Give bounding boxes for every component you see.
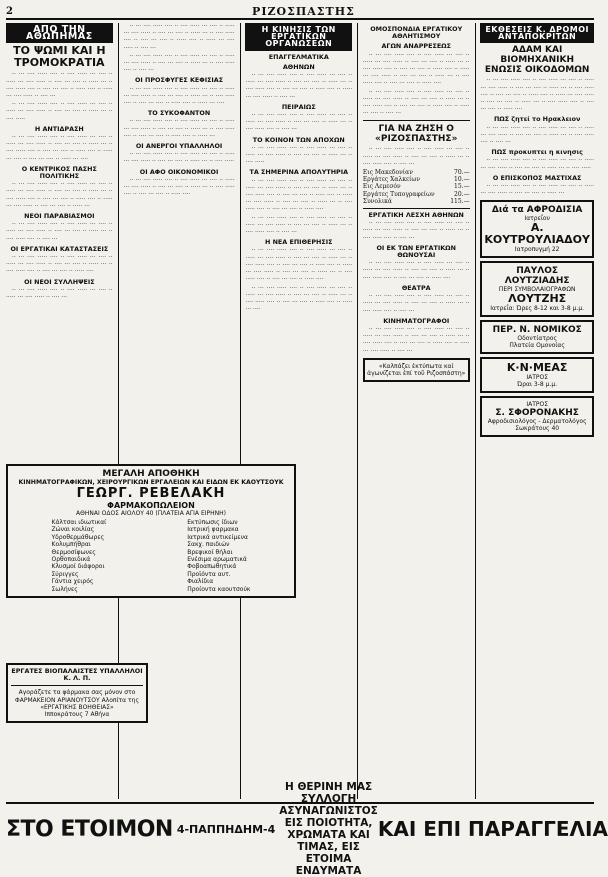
goods-item: Φοβοαπωθητικά	[187, 563, 237, 571]
goods-item: Σωλήνες	[51, 585, 78, 593]
ad-meas: Κ·Ν·ΜΕΑΣ ΙΑΤΡΟΣ Ώραι 3-8 μ.μ.	[480, 357, 594, 393]
ad-line: ΜΕΓΑΛΗ ΑΠΟΘΗΚΗ	[102, 469, 200, 479]
page-number: 2	[6, 5, 13, 17]
subhead: ΟΙ ΕΡΓΑΤΙΚΑΙ ΚΑΤΑΣΤΑΣΕΙΣ	[10, 244, 109, 253]
ad-body: Αγοράζετε τα φάρμακα σας μόνον στο ΦΑΡΜΑΚΕΙΟΝ ΑΡΙΑΝΟΥΤΣΟΥ Αλοπίτα της «ΕΡΓΑΤΙΚΗΣ ΒΟΗΘΕΙΑΣ»	[15, 689, 139, 711]
list-item: Εις Λεμεσόν 15.—	[362, 183, 470, 191]
subhead: ΠΕΙΡΑΙΩΣ	[281, 102, 316, 111]
subhead: ΚΙΝΗΜΑΤΟΓΡΑΦΟΙ	[383, 316, 450, 325]
subhead: ΤΑ ΣΗΜΕΡΙΝΑ ΑΠΟΛΥΤΗΡΙΑ	[249, 168, 349, 177]
list-item: Εργάτες Τυπογραφείων 20.—	[362, 190, 470, 198]
footer-middle: Η ΘΕΡΙΝΗ ΜΑΣ ΣΥΛΛΟΓΗ ΑΣΥΝΑΓΩΝΙΣΤΟΣ ΕΙΣ ΠΟΙΟΤΗΤΑ, ΧΡΩΜΑΤΑ ΚΑΙ ΤΙΜΑΣ, ΕΙΣ ΕΤΟΙΜΑ ΕΝΔΥΜΑΤΑ	[279, 781, 378, 877]
subhead: ΑΓΩΝ ΑΝΑΡΡΕΣΕΩΣ	[381, 42, 451, 51]
subhead: ΟΙ ΝΕΟΙ ΣΥΛΛΗΨΕΙΣ	[24, 277, 95, 286]
subhead: Η ΑΝΤΙΔΡΑΣΗ	[34, 124, 84, 133]
list-item: Εις Μακεδονίαν 70.—	[362, 169, 470, 177]
column-1: ΑΠΟ ΤΗΝ ΑΘΩΠΗΜΑΣ ΤΟ ΨΩΜΙ ΚΑΙ Η ΤΡΟΜΟΚΡΑΤΙΑ ·· ··· ···· ····· ···· ·· ···· ····· ··· ···· ·· ····· ··· ···· ····· ·· ···· ··· ···· ·· ····· ··· ·· ···· ····· ···· ·· ···· ··· ···· ·· ····· ···· ·· ····· ··· ···· ····· ·· ···· ··· ·· ··· ···· ····· ···· ·· ···· ····· ··· ···· ·· ····· ··· ···· ····· ·· ···· ··· ···· ·· ····· ··· ·· ···· ····· Η ΑΝΤΙΔΡΑΣΗ ·· ··· ···· ····· ···· ·· ···· ····· ··· ···· ·· ····· ··· ···· ····· ·· ···· ··· ···· ·· ····· ··· ·· ···· ····· ···· ·· ···· ··· ···· ·· ····· ···· ·· ····· ··· ···· ·· ···· ··· ···· ·· ····· ··· ···· Ο ΚΕΝΤΡΙΚΟΣ ΠΑΣΗΣ ΠΟΛΙΤΙΚΗΣ ·· ··· ···· ····· ···· ·· ···· ····· ··· ···· ·· ····· ··· ···· ····· ·· ···· ··· ···· ·· ····· ··· ·· ···· ····· ···· ·· ···· ··· ···· ·· ····· ···· ·· ····· ··· ···· ····· ·· ···· ··· ···· ·· ····· ··· ΝΕΟΙ ΠΑΡΑΒΙΑΣΜΟΙ ·· ··· ···· ····· ···· ·· ···· ····· ··· ···· ·· ····· ··· ···· ····· ·· ···· ··· ···· ·· ····· ··· ·· ···· ····· ···· ·· ···· ··· ΟΙ ΕΡΓΑΤΙΚΑΙ ΚΑΤΑΣΤΑΣΕΙΣ ·· ··· ···· ····· ···· ·· ···· ····· ··· ···· ·· ····· ··· ···· ····· ·· ···· ··· ···· ·· ····· ··· ·· ···· ····· ···· ·· ···· ··· ···· ·· ····· ···· ΟΙ ΝΕΟΙ ΣΥΛΛΗΨΕΙΣ ·· ··· ···· ····· ···· ·· ···· ····· ··· ···· ·· ····· ··· ···· ····· ·· ···· ··· ΕΡΓΑΤΕΣ ΒΙΟΠΑΛΑΙΣΤΕΣ ΥΠΑΛΛΗΛΟΙ Κ. Λ. Π. Αγοράζετε τα φάρμακα σας μόνον στο ΦΑΡΜΑΚΕΙΟΝ ΑΡΙΑΝΟΥΤΣΟΥ Αλοπίτα της «ΕΡΓΑΤΙΚΗΣ ΒΟΗΘΕΙΑΣ» Ιπποκράτους 7 Αθήνα	[6, 23, 113, 799]
subhead: ΟΙ ΕΚ ΤΩΝ ΕΡΓΑΤΙΚΩΝ ΘΩΝΟΥΣΑΙ	[376, 243, 456, 260]
subhead: ΟΙ ΑΦΟ ΟΙΚΟΝΟΜΙΚΟΙ	[139, 167, 219, 176]
ad-sfoponakis: ΙΑΤΡΟΣ Σ. ΣΦΟΡΟΝΑΚΗΣ Αφροδισιολόγος - Δερματολόγος Σωκράτους 40	[480, 396, 594, 437]
newspaper-title: ΡΙΖΟΣΠΑΣΤΗΣ	[252, 4, 355, 18]
goods-item: Γάντια χειρός	[51, 578, 94, 586]
ad-line: ΦΑΡΜΑΚΟΠΩΛΕΙΟΝ	[107, 501, 195, 510]
subhead: ΑΘΗΝΩΝ	[282, 62, 315, 71]
column-3: Η ΚΙΝΗΣΙΣ ΤΩΝ ΕΡΓΑΤΙΚΩΝ ΟΡΓΑΝΩΣΕΩΝ ΕΠΑΓΓΕΛΜΑΤΙΚΑ ΑΘΗΝΩΝ ·· ··· ···· ····· ···· ·· ···· ····· ··· ···· ·· ····· ··· ···· ····· ·· ···· ··· ···· ·· ····· ··· ·· ···· ····· ···· ·· ···· ··· ···· ·· ····· ···· ·· ····· ··· ···· ····· ·· ···· ··· ΠΕΙΡΑΙΩΣ ·· ··· ···· ····· ···· ·· ···· ····· ··· ···· ·· ····· ··· ···· ····· ·· ···· ··· ···· ·· ····· ··· ·· ···· ····· ···· ·· ···· ··· ΤΟ ΚΟΙΝΟΝ ΤΩΝ ΑΠΟΧΩΝ ·· ··· ···· ····· ···· ·· ···· ····· ··· ···· ·· ····· ··· ···· ····· ·· ···· ··· ···· ·· ····· ··· ·· ···· ····· ΤΑ ΣΗΜΕΡΙΝΑ ΑΠΟΛΥΤΗΡΙΑ ·· ··· ···· ····· ···· ·· ···· ····· ··· ···· ·· ····· ··· ···· ····· ·· ···· ··· ···· ·· ····· ··· ·· ···· ····· ···· ·· ···· ··· ···· ·· ····· ···· ·· ····· ··· ···· ····· ·· ···· ··· ···· ·· ····· ··· ·· ···· ····· ···· ·· ···· ··· ···· ·· ····· ···· ·· ··· ···· ····· ···· ·· ···· ····· ··· ···· ·· ····· ··· ···· ····· ·· ···· ··· ···· ·· ····· ··· ·· ···· ····· ···· ·· ···· ··· Η ΝΕΑ ΕΠΙΘΕΡΗΣΙΣ ·· ··· ···· ····· ···· ·· ···· ····· ··· ···· ·· ····· ··· ···· ····· ·· ···· ··· ···· ·· ····· ··· ·· ···· ····· ···· ·· ···· ··· ···· ·· ····· ···· ·· ····· ··· ···· ····· ·· ···· ··· ···· ·· ····· ··· ·· ···· ····· ···· ·· ···· ··· ···· ·· ····· ···· ·· ··· ···· ····· ···· ·· ···· ····· ··· ···· ·· ····· ··· ···· ····· ·· ···· ··· ···· ·· ····· ··· ·· ···· ····· ···· ·· ···· ··· ···· ·· ····· ···· ·· ····· ··· ····	[245, 25, 353, 314]
column-banner: ΕΚΘΕΣΕΙΣ Κ. ΔΡΟΜΟΙ ΑΝΤΑΠΟΚΡΙΤΩΝ	[480, 23, 594, 43]
subhead: ΟΙ ΠΡΟΣΦΥΓΕΣ ΚΕΦΙΣΙΑΣ	[134, 76, 224, 85]
subhead: ΤΟ ΣΥΚΟΦΑΝΤΟΝ	[147, 109, 211, 118]
ad-address: ΑΘΗΝΑΙ ΟΔΟΣ ΑΙΟΛΟΥ 40 (ΠΛΑΤΕΙΑ ΑΓΙΑ ΕΙΡΗΝΗ)	[76, 510, 226, 517]
subhead: ΟΜΟΣΠΟΝΔΙΑ ΕΡΓΑΤΙΚΟΥ ΑΘΛΗΤΙΣΜΟΥ	[370, 25, 463, 41]
article-body: ·· ··· ···· ····· ···· ·· ···· ····· ··· ···· ·· ····· ··· ···· ····· ·· ···· ··· ···· ·· ····· ··· ·· ···· ····· ···· ·· ···· ··· ···· ·· ····· ···· ·· ····· ··· ···· ····· ·· ···· ··· ·· ··· ···· ····· ···· ·· ···· ····· ··· ···· ·· ····· ··· ···· ····· ·· ···· ··· ···· ·· ····· ··· ·· ···· ·····	[6, 71, 113, 123]
goods-item: Σύριγγες	[51, 570, 79, 578]
goods-item: Φιαλίδια	[187, 578, 214, 586]
pharmacy-big-ad	[6, 464, 296, 598]
subhead: ΕΡΓΑΤΙΚΗ ΛΕΣΧΗ ΑΘΗΝΩΝ	[368, 211, 464, 220]
list-item: Συνολικά 115.—	[362, 197, 470, 205]
goods-item: Ενέσιμα αρωματικά	[187, 556, 247, 564]
subhead: ΝΕΟΙ ΠΑΡΑΒΙΑΣΜΟΙ	[24, 212, 95, 221]
ad-line: ΚΙΝΗΜΑΤΟΓΡΑΦΙΚΩΝ, ΧΕΙΡΟΥΡΓΙΚΩΝ ΕΡΓΑΛΕΙΩΝ ΚΑΙ ΕΙΔΩΝ ΕΚ ΚΑΟΥΤΣΟΥΚ	[18, 479, 284, 486]
goods-item: Ιατρική φαρμακα	[187, 526, 239, 534]
subhead: ΕΠΑΓΓΕΛΜΑΤΙΚΑ	[268, 52, 329, 61]
article-headline: ΤΟ ΨΩΜΙ ΚΑΙ Η ΤΡΟΜΟΚΡΑΤΙΑ	[13, 44, 106, 70]
goods-item: Κολυμπήθραι	[51, 541, 91, 549]
ad-loutziadis: ΠΑΥΛΟΣ ΛΟΥΤΖΙΑΔΗΣ ΠΕΡΙ ΣΥΜΒΟΛΑΙΟΓΡΑΦΩΝ ΛΟΥΤΖΗΣ Ιατρεΐα: Ώρες 8-12 και 3-8 μ.μ.	[480, 261, 594, 317]
goods-item: Ζώναι κοιλίας	[51, 526, 95, 534]
goods-item: Κλυσμοί διάφοροι	[51, 563, 105, 571]
subhead: Η ΝΕΑ ΕΠΙΘΕΡΗΣΙΣ	[265, 238, 333, 247]
column-5: ΕΚΘΕΣΕΙΣ Κ. ΔΡΟΜΟΙ ΑΝΤΑΠΟΚΡΙΤΩΝ ΑΔΑΜ ΚΑΙ ΒΙΟΜΗΧΑΝΙΚΗ ΕΝΩΣΙΣ ΟΙΚΟΔΟΜΩΝ ·· ··· ···· ····· ···· ·· ···· ····· ··· ···· ·· ····· ··· ···· ····· ·· ···· ··· ···· ·· ····· ··· ·· ···· ····· ···· ·· ···· ··· ···· ·· ····· ···· ·· ····· ··· ···· ····· ·· ···· ··· ···· ·· ····· ··· ·· ···· ····· ···· ·· ···· ··· ···· ·· ····· ···· ΠΩΣ ζητεί το Ηρακλειον ·· ··· ···· ····· ···· ·· ···· ····· ··· ···· ·· ····· ··· ···· ····· ·· ···· ··· ···· ·· ····· ··· ·· ···· ····· ···· ·· ···· ··· ΠΩΣ προκυπτει η κινησις ·· ··· ···· ····· ···· ·· ···· ····· ··· ···· ·· ····· ··· ···· ····· ·· ···· ··· ···· ·· ····· ··· ·· ···· ····· Ο ΕΠΙΣΚΟΠΟΣ ΜΑΣΤΙΧΑΣ ·· ··· ···· ····· ···· ·· ···· ····· ··· ···· ·· ····· ··· ···· ····· ·· ···· ··· ···· ·· ····· ··· Διά τα ΑΦΡΟΔΙΣΙΑ Ιατρεΐον Α. ΚΟΥΤΡΟΥΛΙΑΔΟΥ Ιατροπυγμή 22 ΠΑΥΛΟΣ ΛΟΥΤΖΙΑΔΗΣ ΠΕΡΙ ΣΥΜΒΟΛΑΙΟΓΡΑΦΩΝ ΛΟΥΤΖΗΣ Ιατρεΐα: Ώρες 8-12 και 3-8 μ.μ. ΠΕΡ. Ν. ΝΟΜΙΚΟΣ Οδοντίατρος Πλατεία Ομονοίας Κ·Ν·ΜΕΑΣ ΙΑΤΡΟΣ Ώραι 3-8 μ.μ. ΙΑΤΡΟΣ Σ. ΣΦΟΡΟΝΑΚΗΣ Αφροδισιολόγος - Δερματολόγος Σωκράτους 40	[480, 23, 594, 799]
subhead: ΟΙ ΑΝΕΡΓΟΙ ΥΠΑΛΛΗΛΟΙ	[135, 142, 223, 151]
ad-owner-name: ΓΕΩΡΓ. ΡΕΒΕΛΑΚΗ	[76, 486, 226, 501]
column-2: ·· ··· ···· ····· ···· ·· ···· ····· ··· ···· ·· ····· ··· ···· ····· ·· ···· ··· ···· ·· ····· ··· ·· ···· ····· ···· ·· ···· ··· ···· ·· ····· ···· ·· ····· ··· ···· ····· ·· ···· ··· ·· ··· ···· ····· ···· ·· ···· ····· ··· ···· ·· ····· ··· ···· ····· ·· ···· ··· ···· ·· ····· ··· ·· ···· ····· ···· ·· ···· ··· ΟΙ ΠΡΟΣΦΥΓΕΣ ΚΕΦΙΣΙΑΣ ·· ··· ···· ····· ···· ·· ···· ····· ··· ···· ·· ····· ··· ···· ····· ·· ···· ··· ···· ·· ····· ··· ·· ···· ····· ···· ·· ···· ··· ···· ·· ····· ···· ·· ····· ··· ···· ΤΟ ΣΥΚΟΦΑΝΤΟΝ ·· ··· ···· ····· ···· ·· ···· ····· ··· ···· ·· ····· ··· ···· ····· ·· ···· ··· ···· ·· ····· ··· ·· ···· ····· ···· ·· ···· ··· ···· ·· ····· ···· ·· ····· ··· ΟΙ ΑΝΕΡΓΟΙ ΥΠΑΛΛΗΛΟΙ ·· ··· ···· ····· ···· ·· ···· ····· ··· ···· ·· ····· ··· ···· ····· ·· ···· ··· ···· ·· ····· ··· ·· ···· ····· ΟΙ ΑΦΟ ΟΙΚΟΝΟΜΙΚΟΙ ·· ··· ···· ····· ···· ·· ···· ····· ··· ···· ·· ····· ··· ···· ····· ·· ···· ··· ···· ·· ····· ··· ·· ···· ····· ···· ·· ···· ··· ···· ·· ····· ····	[123, 23, 235, 199]
subhead: ΤΟ ΚΟΙΝΟΝ ΤΩΝ ΑΠΟΧΩΝ	[252, 135, 345, 144]
goods-item: Υδροθερμάθωρες	[51, 533, 105, 541]
masthead	[6, 4, 594, 20]
contribution-list	[363, 169, 470, 205]
column-4: ΟΜΟΣΠΟΝΔΙΑ ΕΡΓΑΤΙΚΟΥ ΑΘΛΗΤΙΣΜΟΥ ΑΓΩΝ ΑΝΑΡΡΕΣΕΩΣ ·· ··· ···· ····· ···· ·· ···· ····· ··· ···· ·· ····· ··· ···· ····· ·· ···· ··· ···· ·· ····· ··· ·· ···· ····· ···· ·· ···· ··· ···· ·· ····· ···· ·· ····· ··· ···· ····· ·· ···· ··· ···· ·· ····· ··· ·· ···· ····· ···· ·· ···· ··· ···· ·· ····· ···· ·· ··· ···· ····· ···· ·· ···· ····· ··· ···· ·· ····· ··· ···· ····· ·· ···· ··· ···· ·· ····· ··· ·· ···· ····· ···· ·· ···· ··· ···· ·· ····· ···· ·· ····· ··· ···· ·· ···· ··· ΓΙΑ ΝΑ ΖΗΣΗ Ο «ΡΙΖΟΣΠΑΣΤΗΣ» ·· ··· ···· ····· ···· ·· ···· ····· ··· ···· ·· ····· ··· ···· ····· ·· ···· ··· ···· ·· ····· ··· ·· ···· ····· ···· ·· ···· ··· Εις Μακεδονίαν 70.— Εργάτες Χαλκείων 10.— Εις Λεμεσόν 15.— Εργάτες Τυπογραφείων 20.— Συνολικά 115.— ΕΡΓΑΤΙΚΗ ΛΕΣΧΗ ΑΘΗΝΩΝ ·· ··· ···· ····· ···· ·· ···· ····· ··· ···· ·· ····· ··· ···· ····· ·· ···· ··· ···· ·· ····· ··· ·· ···· ····· ···· ·· ···· ··· ΟΙ ΕΚ ΤΩΝ ΕΡΓΑΤΙΚΩΝ ΘΩΝΟΥΣΑΙ ·· ··· ···· ····· ···· ·· ···· ····· ··· ···· ·· ····· ··· ···· ····· ·· ···· ··· ···· ·· ····· ··· ·· ···· ····· ···· ·· ···· ··· ···· ·· ····· ···· ΘΕΑΤΡΑ ·· ··· ···· ····· ···· ·· ···· ····· ··· ···· ·· ····· ··· ···· ····· ·· ···· ··· ···· ·· ····· ··· ·· ···· ····· ···· ·· ···· ··· ΚΙΝΗΜΑΤΟΓΡΑΦΟΙ ·· ··· ···· ····· ···· ·· ···· ····· ··· ···· ·· ····· ··· ···· ····· ·· ···· ··· ···· ·· ····· ··· ·· ···· ····· ···· ·· ···· ··· ···· ·· ····· ···· ·· ····· ··· ···· ····· ·· ···· ··· «Καλπάζει ἐκτύπωτα καί ἀγωνίζεται ἐπί τοῦ Ριζοσπάστη»	[363, 23, 470, 799]
goods-item: Εκτύπωσις ίδιων	[187, 519, 238, 526]
subhead: ΠΩΣ ζητεί το Ηρακλειον	[493, 115, 581, 124]
goods-list	[11, 519, 291, 593]
goods-item: Κάλτσαι ιδιωτικαί	[51, 519, 107, 526]
subhead: Ο ΕΠΙΣΚΟΠΟΣ ΜΑΣΤΙΧΑΣ	[492, 173, 582, 182]
ad-nomikos: ΠΕΡ. Ν. ΝΟΜΙΚΟΣ Οδοντίατρος Πλατεία Ομονοίας	[480, 320, 594, 354]
subhead: Ο ΚΕΝΤΡΙΚΟΣ ΠΑΣΗΣ ΠΟΛΙΤΙΚΗΣ	[21, 164, 97, 181]
list-item: Εργάτες Χαλκείων 10.—	[362, 176, 470, 184]
goods-item: Βρεφικοί θήλαι	[187, 548, 233, 556]
goods-item: Ιατρικά αντικείμενα	[187, 533, 248, 541]
fund-headline: ΓΙΑ ΝΑ ΖΗΣΗ Ο «ΡΙΖΟΣΠΑΣΤΗΣ»	[375, 124, 458, 145]
columns	[6, 23, 594, 799]
column-banner: ΑΠΟ ΤΗΝ ΑΘΩΠΗΜΑΣ	[6, 23, 113, 43]
subhead: ΘΕΑΤΡΑ	[401, 283, 431, 292]
boxed-notice: «Καλπάζει ἐκτύπωτα καί ἀγωνίζεται ἐπί τοῦ Ριζοσπάστη»	[363, 358, 470, 382]
article-headline: ΑΔΑΜ ΚΑΙ ΒΙΟΜΗΧΑΝΙΚΗ ΕΝΩΣΙΣ ΟΙΚΟΔΟΜΩΝ	[484, 45, 590, 76]
subhead: ΠΩΣ προκυπτει η κινησις	[491, 148, 583, 157]
ad-heading: ΕΡΓΑΤΕΣ ΒΙΟΠΑΛΑΙΣΤΕΣ ΥΠΑΛΛΗΛΟΙ Κ. Λ. Π.	[11, 667, 143, 683]
ad-address: Ιπποκράτους 7 Αθήνα	[44, 711, 110, 719]
footer-right: ΚΑΙ ΕΠΙ ΠΑΡΑΓΓΕΛΙΑ	[377, 817, 608, 841]
footer-banner	[6, 781, 608, 877]
goods-item: Θερμοσίφωνες	[51, 548, 96, 556]
goods-item: Σακχ. παιδιών	[187, 541, 230, 549]
footer-left: ΣΤΟ ΕΤΟΙΜΟΝ	[6, 816, 173, 842]
column-banner: Η ΚΙΝΗΣΙΣ ΤΩΝ ΕΡΓΑΤΙΚΩΝ ΟΡΓΑΝΩΣΕΩΝ	[245, 23, 352, 51]
goods-item: Ορθοπαιδικά	[51, 556, 91, 564]
footer-date: 4-ΠΑΠΠΗΔΗΜ-4	[176, 822, 276, 836]
ad-afrodisia: Διά τα ΑΦΡΟΔΙΣΙΑ Ιατρεΐον Α. ΚΟΥΤΡΟΥΛΙΑΔΟΥ Ιατροπυγμή 22	[480, 200, 594, 258]
goods-item: Προϊόντα αυτ.	[187, 570, 231, 578]
goods-item: Προίοντα καουτσούκ	[187, 585, 251, 593]
